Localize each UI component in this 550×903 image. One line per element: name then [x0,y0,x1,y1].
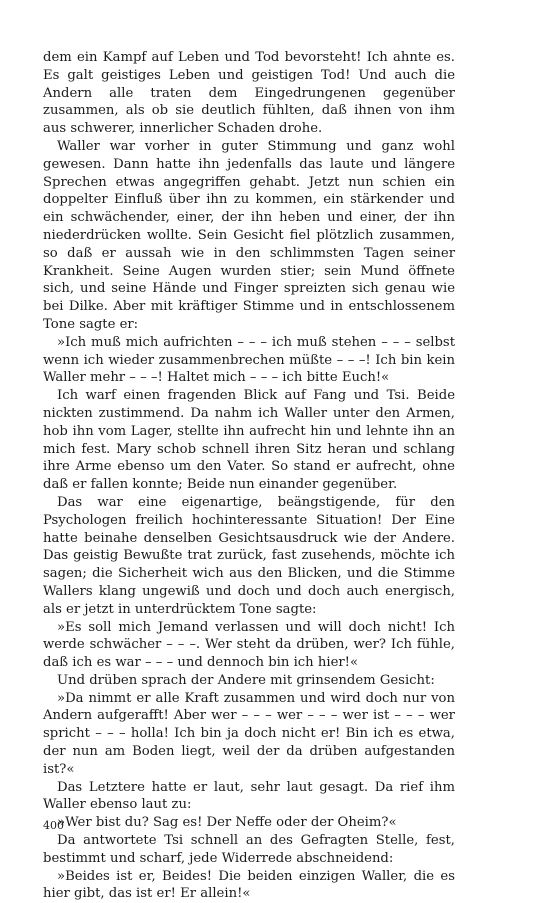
paragraph: Ich warf einen fragenden Blick auf Fang und Tsi. Beide nickten zustimmend. Da nahm ich Waller unter den Armen, hob ihn vom Lager, stellte ihn aufrecht hin und lehnte ihn an mich fest. Mary schob schnell ihren Sitz heran und schlang ihre Arme ebenso um den Vater. So stand er aufrecht, ohne daß er fallen konnte; Beide nun einander gegenüber. [43,388,455,493]
page-body [43,49,455,903]
paragraph: »Beides ist er, Beides! Die beiden einzigen Waller, die es hier gibt, das ist er! Er allein!« [43,868,455,902]
paragraph: dem ein Kampf auf Leben und Tod bevorsteht! Ich ahnte es. Es galt geistiges Leben und geistigen Tod! Und auch die Andern alle traten dem Eingedrungenen gegenüber zusammen, als ob sie deutlich fühlten, daß ihnen von ihm aus schwerer, innerlicher Schaden drohe. [43,50,455,137]
paragraph: Das Letztere hatte er laut, sehr laut gesagt. Da rief ihm Waller ebenso laut zu: [43,779,455,813]
paragraph: »Da nimmt er alle Kraft zusammen und wird doch nur von Andern aufgerafft! Aber wer – – – wer – – – wer ist – – – wer spricht – – – holla! Ich bin ja doch nicht er! Bin ich es etwa, der nun am Boden liegt, weil der da drüben aufgestanden ist?« [43,690,455,777]
paragraph: »Wer bist du? Sag es! Der Neffe oder der Oheim?« [57,815,397,831]
paragraph: Waller war vorher in guter Stimmung und ganz wohl gewesen. Dann hatte ihn jedenfalls das laute und längere Sprechen etwas angegriffen gehabt. Jetzt nun schien ein doppelter Einfluß über ihn zu kommen, ein stärkender und ein schwächender, einer, der ihn heben und einer, der ihn niederdrücken wollte. Sein Gesicht fiel plötzlich zusammen, so daß er aussah wie in den schlimmsten Tagen seiner Krankheit. Seine Augen wurden stier; sein Mund öffnete sich, und seine Hände und Finger spreizten sich genau wie bei Dilke. Aber mit kräftiger Stimme und in entschlossenem Tone sagte er: [43,138,455,332]
paragraph: »Ich muß mich aufrichten – – – ich muß stehen – – – selbst wenn ich wieder zusammenbrechen müßte – – –! Ich bin kein Waller mehr – – –! Haltet mich – – – ich bitte Euch!« [43,334,455,386]
paragraph: Da antwortete Tsi schnell an des Gefragten Stelle, fest, bestimmt und scharf, jede Widerrede abschneidend: [43,833,455,866]
paragraph: Das war eine eigenartige, beängstigende, für den Psychologen freilich hochinteressante Situation! Der Eine hatte beinahe denselben Gesichtsausdruck wie der Andere. Das geistig Bewußte trat zurück, fast zusehends, möchte ich sagen; die Sicherheit wich aus den Blicken, und die Stimme Wallers klang ungewiß und doch und doch auch energisch, als er jetzt in unterdrücktem Tone sagte: [43,494,455,617]
page-number: 400 [43,819,64,832]
paragraph: Und drüben sprach der Andere mit grinsendem Gesicht: [57,672,435,688]
paragraph: »Es soll mich Jemand verlassen und will doch nicht! Ich werde schwächer – – –. Wer steht da drüben, wer? Ich fühle, daß ich es war – – – und dennoch bin ich hier!« [43,619,455,671]
